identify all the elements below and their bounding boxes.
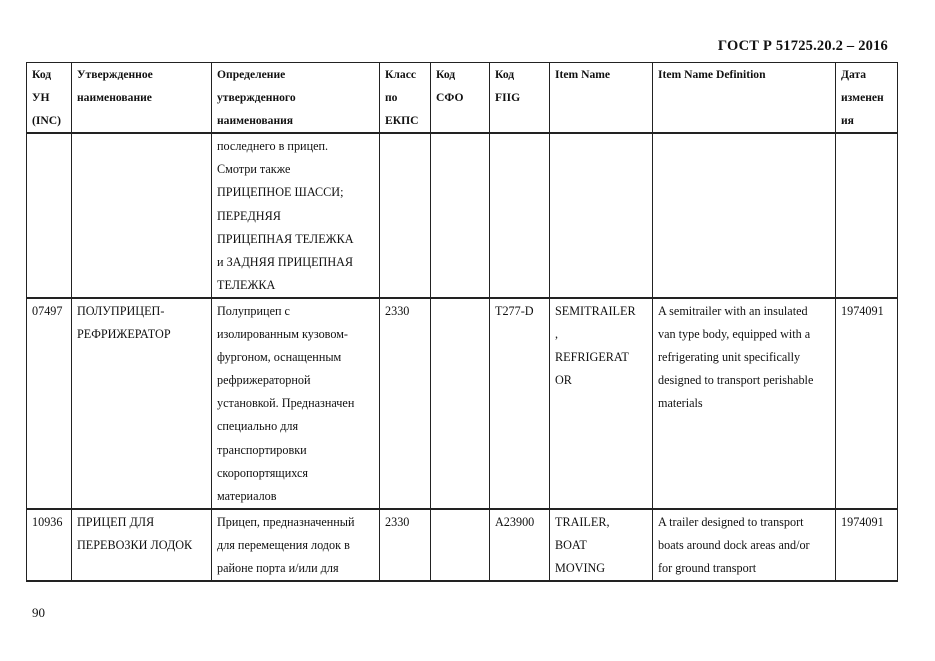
cell-text-line: РЕФРИЖЕРАТОР	[77, 327, 171, 342]
cell-text-line: Прицеп, предназначенный	[217, 514, 355, 529]
document-standard-title: ГОСТ Р 51725.20.2 – 2016	[717, 38, 888, 54]
cell-text-line: материалов	[217, 488, 277, 503]
cell-text-line: ТЕЛЕЖКА	[217, 277, 276, 292]
cell-ekps-class	[380, 509, 431, 581]
table-body	[27, 133, 898, 581]
cell-text-line: и ЗАДНЯЯ ПРИЦЕПНАЯ	[217, 254, 354, 269]
cell-text-line: SEMITRAILER	[555, 303, 636, 318]
cell-fiig-code	[490, 298, 550, 509]
cell-approved-name	[72, 133, 212, 298]
cell-text-line: ,	[555, 327, 559, 342]
column-header-item-name-definition	[653, 63, 836, 134]
cell-definition	[212, 298, 380, 509]
cell-sfo-code	[431, 509, 490, 581]
cell-fiig-code	[490, 133, 550, 298]
cell-text-line: ия	[841, 114, 854, 128]
cell-ekps-class	[380, 133, 431, 298]
column-header-sfo-code	[431, 63, 490, 134]
cell-text-line: for ground transport	[658, 560, 757, 575]
cell-text-line: наименование	[77, 91, 152, 105]
cell-text-line: ПОЛУПРИЦЕП-	[77, 303, 165, 318]
column-header-inc-code	[27, 63, 72, 134]
cell-text-line: изменен	[841, 91, 884, 105]
cell-text-line: A23900	[495, 514, 535, 529]
cell-change-date	[836, 298, 898, 509]
cell-text-line: 10936	[32, 514, 63, 529]
cell-text-line: OR	[555, 373, 572, 388]
cell-text-line: наименования	[217, 114, 294, 128]
cell-text-line: ЕКПС	[385, 114, 419, 128]
cell-text-line: Код	[495, 68, 515, 81]
gost-classification-table	[26, 62, 898, 582]
table-row	[27, 509, 898, 581]
cell-item-name	[550, 298, 653, 509]
cell-ekps-class	[380, 298, 431, 509]
table-row	[27, 133, 898, 298]
cell-text-line: Item Name Definition	[658, 68, 766, 81]
cell-text-line: materials	[658, 396, 703, 411]
cell-approved-name	[72, 298, 212, 509]
column-header-ekps-class	[380, 63, 431, 134]
cell-item-name	[550, 509, 653, 581]
cell-text-line: 2330	[385, 514, 410, 529]
cell-text-line: последнего в прицеп.	[217, 139, 329, 154]
cell-sfo-code	[431, 298, 490, 509]
cell-text-line: фургоном, оснащенным	[217, 350, 342, 365]
cell-text-line: Код	[32, 68, 52, 81]
cell-definition	[212, 133, 380, 298]
cell-text-line: designed to transport perishable	[658, 373, 814, 388]
cell-change-date	[836, 509, 898, 581]
cell-text-line: BOAT	[555, 537, 587, 552]
cell-text-line: установкой. Предназначен	[217, 396, 355, 411]
cell-text-line: TRAILER,	[555, 514, 610, 529]
cell-text-line: boats around dock areas and/or	[658, 537, 810, 552]
column-header-item-name	[550, 63, 653, 134]
table-header-row	[27, 63, 898, 134]
cell-text-line: FIIG	[495, 91, 521, 105]
cell-text-line: ПРИЦЕПНАЯ ТЕЛЕЖКА	[217, 231, 354, 246]
cell-text-line: Класс	[385, 68, 416, 81]
cell-text-line: 1974091	[841, 303, 884, 318]
cell-text-line: транспортировки	[217, 442, 307, 457]
cell-text-line: van type body, equipped with a	[658, 327, 811, 342]
cell-text-line: ПЕРЕДНЯЯ	[217, 208, 281, 223]
cell-item-name-definition	[653, 509, 836, 581]
column-header-approved-name	[72, 63, 212, 134]
column-header-definition	[212, 63, 380, 134]
cell-text-line: T277-D	[495, 303, 534, 318]
cell-text-line: УН	[32, 91, 50, 105]
cell-item-name-definition	[653, 298, 836, 509]
cell-text-line: refrigerating unit specifically	[658, 350, 801, 365]
cell-text-line: изолированным кузовом-	[217, 327, 348, 342]
cell-text-line: специально для	[217, 419, 299, 434]
cell-inc-code	[27, 133, 72, 298]
cell-text-line: ПРИЦЕП ДЛЯ	[77, 514, 155, 529]
page-number: 90	[32, 605, 45, 620]
cell-sfo-code	[431, 133, 490, 298]
cell-text-line: по	[385, 91, 398, 105]
cell-item-name-definition	[653, 133, 836, 298]
cell-text-line: A trailer designed to transport	[658, 514, 804, 529]
cell-text-line: MOVING	[555, 560, 606, 575]
cell-text-line: скоропортящихся	[217, 465, 308, 480]
cell-text-line: 1974091	[841, 514, 884, 529]
cell-item-name	[550, 133, 653, 298]
cell-text-line: Код	[436, 68, 456, 81]
cell-text-line: (INC)	[32, 114, 61, 128]
cell-text-line: Утвержденное	[77, 68, 153, 81]
column-header-fiig-code	[490, 63, 550, 134]
cell-text-line: Полуприцеп с	[217, 303, 290, 318]
cell-approved-name	[72, 509, 212, 581]
table-row	[27, 298, 898, 509]
cell-text-line: ПЕРЕВОЗКИ ЛОДОК	[77, 537, 193, 552]
column-header-change-date	[836, 63, 898, 134]
cell-text-line: районе порта и/или для	[217, 560, 339, 575]
cell-text-line: 07497	[32, 303, 63, 318]
cell-text-line: A semitrailer with an insulated	[658, 303, 808, 318]
cell-inc-code	[27, 298, 72, 509]
cell-change-date	[836, 133, 898, 298]
cell-text-line: для перемещения лодок в	[217, 537, 350, 552]
cell-text-line: Дата	[841, 68, 867, 81]
cell-text-line: 2330	[385, 303, 410, 318]
cell-inc-code	[27, 509, 72, 581]
cell-text-line: REFRIGERAT	[555, 350, 629, 365]
cell-text-line: СФО	[436, 91, 464, 105]
cell-definition	[212, 509, 380, 581]
cell-text-line: утвержденного	[217, 91, 296, 105]
cell-fiig-code	[490, 509, 550, 581]
cell-text-line: ПРИЦЕПНОЕ ШАССИ;	[217, 185, 344, 200]
cell-text-line: Определение	[217, 68, 286, 81]
cell-text-line: рефрижераторной	[217, 373, 311, 388]
cell-text-line: Смотри также	[217, 162, 291, 177]
cell-text-line: Item Name	[555, 68, 611, 81]
